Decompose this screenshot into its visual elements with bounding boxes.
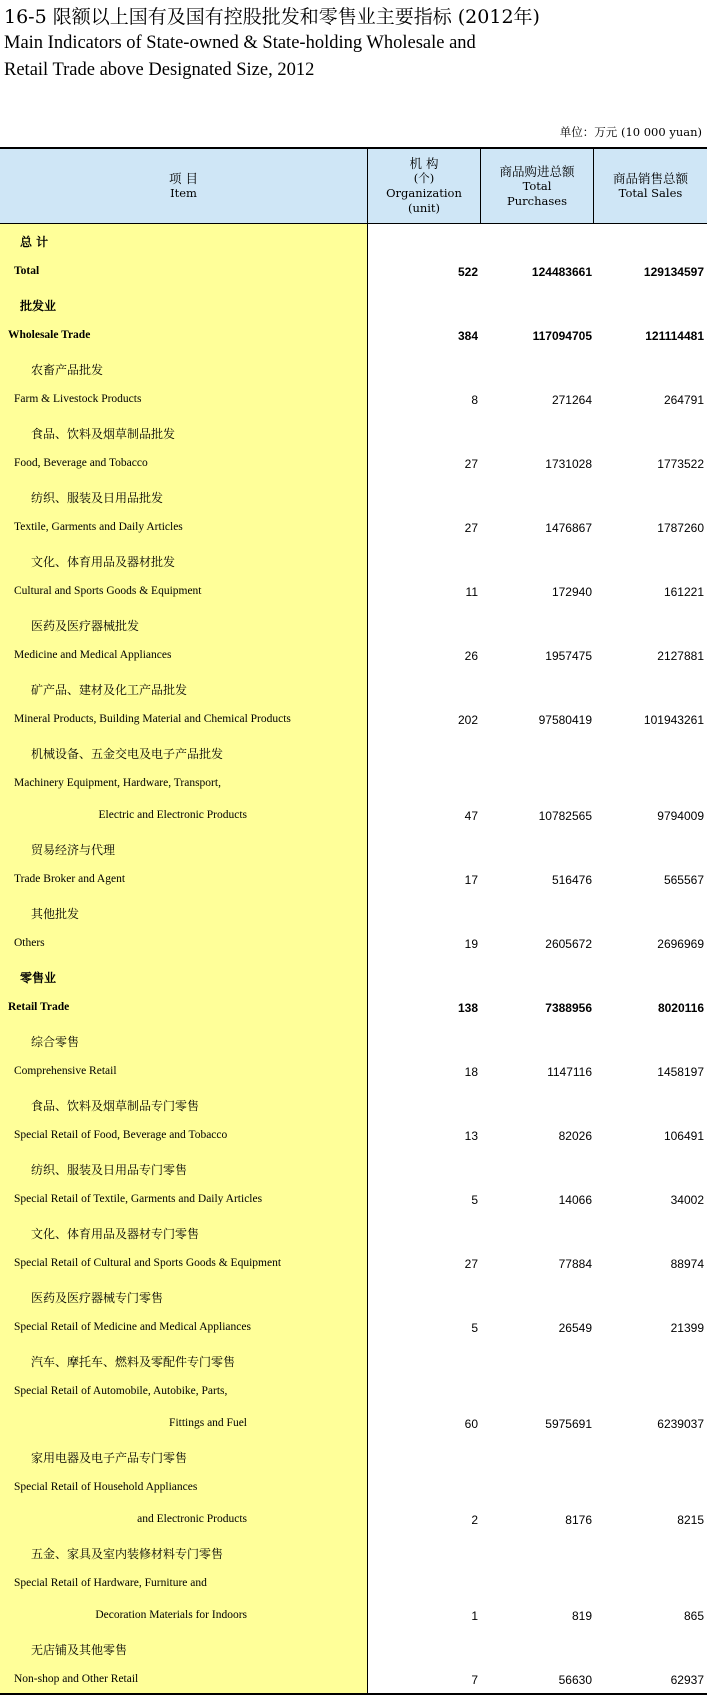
sales-value: 264791 [663,393,704,407]
purchases-value: 77884 [558,1257,592,1271]
sales-value: 1458197 [657,1065,704,1079]
purchases-value: 2605672 [545,937,592,951]
purchases-value: 1957475 [545,649,592,663]
table-row [0,1184,707,1216]
table-row [0,1216,707,1248]
purchases-value: 8176 [565,1513,592,1527]
sales-value: 6239037 [657,1417,704,1431]
header-item-en: Item [170,186,197,200]
header-org-zh-unit: (个) [413,171,435,185]
sales-value: 2127881 [657,649,704,663]
organization-value: 27 [464,1257,478,1271]
row-label: Electric and Electronic Products [98,809,247,821]
table-row [0,1408,707,1440]
row-label: 矿产品、建材及化工产品批发 [31,683,188,697]
header-org-unit: (unit) [407,201,441,215]
row-label: Fittings and Fuel [169,1417,247,1429]
sales-value: 101943261 [643,713,704,727]
row-label: Special Retail of Household Appliances [14,1481,198,1493]
row-label: 机械设备、五金交电及电子产品批发 [31,747,224,761]
table-row [0,1152,707,1184]
organization-value: 202 [457,713,478,727]
table-row [0,608,707,640]
row-label: Machinery Equipment, Hardware, Transport, [14,777,221,789]
table-row [0,544,707,576]
table-row [0,928,707,960]
table-title-english-line1: Main Indicators of State-owned & State-holding Wholesale and [4,33,476,53]
table-row [0,320,707,352]
organization-value: 19 [464,937,478,951]
table-row [0,1344,707,1376]
header-org-zh: 机 构 [409,156,439,171]
row-label: 五金、家具及室内装修材料专门零售 [31,1547,224,1561]
table-row [0,1248,707,1280]
sales-value: 129134597 [643,265,704,279]
sales-value: 161221 [663,585,704,599]
header-purchases-en1: Total [522,178,552,193]
row-label: Others [14,937,45,949]
header-org-en: Organization [386,186,462,200]
organization-value: 27 [464,457,478,471]
organization-value: 27 [464,521,478,535]
purchases-value: 56630 [558,1673,592,1687]
table-row [0,1536,707,1568]
purchases-value: 1476867 [545,521,592,535]
purchases-value: 97580419 [538,713,592,727]
sales-value: 34002 [670,1193,704,1207]
table-row [0,800,707,832]
table-row [0,1632,707,1664]
sales-value: 21399 [670,1321,704,1335]
sales-value: 1787260 [657,521,704,535]
table-row [0,1440,707,1472]
table-row [0,1312,707,1344]
row-label: 其他批发 [31,907,80,921]
sales-value: 121114481 [645,329,704,343]
table-row [0,1472,707,1504]
organization-value: 138 [457,1001,478,1015]
table-row [0,480,707,512]
row-label: 总 计 [20,235,49,249]
table-row [0,448,707,480]
sales-value: 106491 [663,1129,704,1143]
table-row [0,864,707,896]
table-row [0,1568,707,1600]
row-label: Non-shop and Other Retail [14,1673,139,1685]
row-label: Textile, Garments and Daily Articles [14,521,183,533]
table-row [0,224,707,256]
row-label: 家用电器及电子产品专门零售 [31,1451,188,1465]
table-row [0,672,707,704]
header-item [0,149,368,223]
table-row [0,832,707,864]
table-row [0,1024,707,1056]
unit-note: 单位：万元 (10 000 yuan) [559,125,702,139]
purchases-value: 5975691 [545,1417,592,1431]
table-title-english-line2: Retail Trade above Designated Size, 2012 [4,60,315,80]
organization-value: 47 [464,809,478,823]
table-row [0,384,707,416]
row-label: 零售业 [20,971,57,985]
organization-value: 60 [464,1417,478,1431]
header-sales-zh: 商品销售总额 [612,171,688,186]
organization-value: 13 [464,1129,478,1143]
row-label: Special Retail of Medicine and Medical Appliances [14,1321,251,1333]
table-row [0,1664,707,1696]
table-title-english [4,30,476,84]
organization-value: 5 [471,1193,478,1207]
table-row [0,512,707,544]
row-label: Decoration Materials for Indoors [95,1609,247,1621]
row-label: 综合零售 [31,1035,80,1049]
row-label: 医药及医疗器械专门零售 [31,1291,164,1305]
row-label: Special Retail of Automobile, Autobike, Parts, [14,1385,228,1397]
organization-value: 18 [464,1065,478,1079]
header-sales-en: Total Sales [618,186,683,200]
row-label: Mineral Products, Building Material and Chemical Products [14,713,291,725]
table-row [0,768,707,800]
purchases-value: 516476 [551,873,592,887]
row-label: 无店铺及其他零售 [31,1643,128,1657]
row-label: 农畜产品批发 [31,363,104,377]
table-row [0,288,707,320]
organization-value: 26 [464,649,478,663]
row-label: 纺织、服装及日用品批发 [31,491,164,505]
organization-value: 384 [457,329,478,343]
table-row [0,960,707,992]
header-purchases-zh: 商品购进总额 [499,163,575,179]
sales-value: 8215 [677,1513,704,1527]
header-total-purchases [481,149,594,223]
row-label: Farm & Livestock Products [14,393,142,405]
row-label: Total [14,265,40,277]
table-row [0,1600,707,1632]
table-row [0,736,707,768]
purchases-value: 819 [571,1609,592,1623]
sales-value: 62937 [670,1673,704,1687]
purchases-value: 14066 [558,1193,592,1207]
sales-value: 2696969 [657,937,704,951]
table-row [0,1056,707,1088]
purchases-value: 117094705 [532,329,592,343]
table-row [0,416,707,448]
purchases-value: 1731028 [545,457,592,471]
organization-value: 1 [471,1609,478,1623]
organization-value: 2 [471,1513,478,1527]
table-row [0,704,707,736]
row-label: 汽车、摩托车、燃料及零配件专门零售 [31,1355,236,1369]
header-organization [368,149,481,223]
purchases-value: 10782565 [538,809,592,823]
header-item-zh: 项 目 [169,171,198,186]
organization-value: 8 [471,393,478,407]
table-row [0,256,707,288]
row-label: Special Retail of Hardware, Furniture and [14,1577,207,1589]
table-bottom-rule [0,1693,707,1695]
row-label: Special Retail of Food, Beverage and Tobacco [14,1129,228,1141]
purchases-value: 172940 [551,585,592,599]
row-label: Retail Trade [8,1001,70,1013]
row-label: Medicine and Medical Appliances [14,649,172,661]
row-label: Comprehensive Retail [14,1065,117,1077]
sales-value: 565567 [663,873,704,887]
row-label: and Electronic Products [137,1513,247,1525]
sales-value: 1773522 [657,457,704,471]
table-row [0,1280,707,1312]
row-label: 文化、体育用品及器材批发 [31,555,176,569]
table-row [0,640,707,672]
organization-value: 7 [471,1673,478,1687]
table-row [0,896,707,928]
purchases-value: 1147116 [547,1065,592,1079]
table-rows [0,224,707,1696]
purchases-value: 26549 [558,1321,592,1335]
table-row [0,1088,707,1120]
table-title-chinese: 16-5 限额以上国有及国有控股批发和零售业主要指标 (2012年) [4,6,540,28]
row-label: Special Retail of Cultural and Sports Goods & Equipment [14,1257,282,1269]
row-label: 文化、体育用品及器材专门零售 [31,1227,200,1241]
row-label: Special Retail of Textile, Garments and Daily Articles [14,1193,263,1205]
table-row [0,1376,707,1408]
header-total-sales [594,149,707,223]
organization-value: 17 [464,873,478,887]
table-row [0,352,707,384]
purchases-value: 124483661 [531,265,592,279]
row-label: Wholesale Trade [8,329,91,341]
table-row [0,992,707,1024]
row-label: 批发业 [20,299,57,313]
row-label: 贸易经济与代理 [31,843,116,857]
purchases-value: 7388956 [545,1001,592,1015]
header-purchases-en2: Purchases [507,193,567,208]
sales-value: 88974 [670,1257,704,1271]
sales-value: 8020116 [657,1001,704,1015]
organization-value: 11 [465,585,478,599]
purchases-value: 82026 [558,1129,592,1143]
table-row [0,1120,707,1152]
row-label: 食品、饮料及烟草制品批发 [31,427,176,441]
row-label: 食品、饮料及烟草制品专门零售 [31,1099,200,1113]
row-label: Trade Broker and Agent [14,873,126,885]
row-label: 纺织、服装及日用品专门零售 [31,1163,188,1177]
table-body [0,224,707,1693]
table-row [0,576,707,608]
sales-value: 865 [683,1609,704,1623]
row-label: Cultural and Sports Goods & Equipment [14,585,202,597]
sales-value: 9794009 [657,809,704,823]
table-row [0,1504,707,1536]
organization-value: 5 [471,1321,478,1335]
row-label: Food, Beverage and Tobacco [14,457,148,469]
organization-value: 522 [457,265,478,279]
row-label: 医药及医疗器械批发 [31,619,140,633]
table-header [0,149,707,224]
purchases-value: 271264 [551,393,592,407]
